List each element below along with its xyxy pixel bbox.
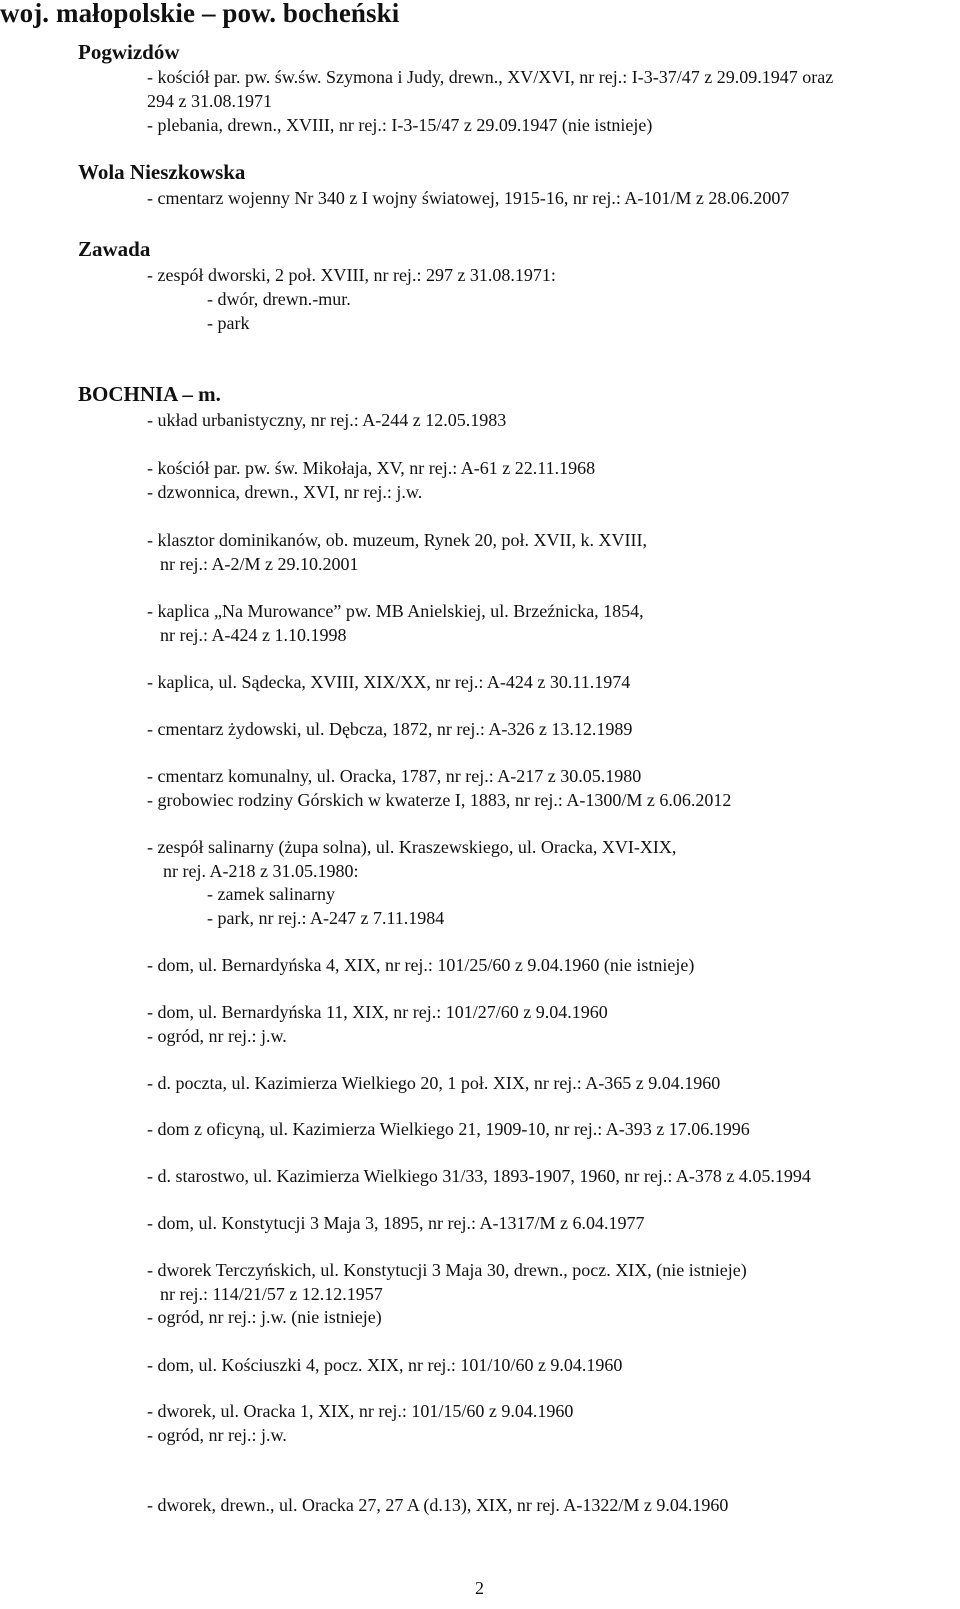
entry-continuation: nr rej. A-218 z 31.05.1980: xyxy=(163,861,359,881)
entry-line: - klasztor dominikanów, ob. muzeum, Rynek 20, poł. XVII, k. XVIII, xyxy=(147,530,648,550)
entry-line: - ogród, nr rej.: j.w. (nie istnieje) xyxy=(147,1307,382,1327)
entry-subline: - park xyxy=(207,313,250,333)
entry-continuation: nr rej.: A-424 z 1.10.1998 xyxy=(160,625,347,645)
entry-line: - dzwonnica, drewn., XVI, nr rej.: j.w. xyxy=(147,482,423,502)
town-heading-zawada: Zawada xyxy=(78,237,151,261)
entry-line: - cmentarz wojenny Nr 340 z I wojny światowej, 1915-16, nr rej.: A-101/M z 28.06.2007 xyxy=(147,188,790,208)
entry-line: - d. poczta, ul. Kazimierza Wielkiego 20, 1 poł. XIX, nr rej.: A-365 z 9.04.1960 xyxy=(147,1073,721,1093)
entry-line: - d. starostwo, ul. Kazimierza Wielkiego 31/33, 1893-1907, 1960, nr rej.: A-378 z 4.05.1994 xyxy=(147,1166,811,1186)
entry-line: - kościół par. pw. św. Mikołaja, XV, nr rej.: A-61 z 22.11.1968 xyxy=(147,458,596,478)
entry-line: - kaplica „Na Murowance” pw. MB Anielskiej, ul. Brzeźnicka, 1854, xyxy=(147,601,644,621)
entry-line: - grobowiec rodziny Górskich w kwaterze I, 1883, nr rej.: A-1300/M z 6.06.2012 xyxy=(147,790,732,810)
entry-line: - ogród, nr rej.: j.w. xyxy=(147,1026,287,1046)
entry-line: - kaplica, ul. Sądecka, XVIII, XIX/XX, nr rej.: A-424 z 30.11.1974 xyxy=(147,672,631,692)
city-heading-bochnia: BOCHNIA – m. xyxy=(78,382,221,406)
entry-continuation: nr rej.: A-2/M z 29.10.2001 xyxy=(160,554,359,574)
town-heading-pogwizdow: Pogwizdów xyxy=(78,40,180,64)
entry-line: - dworek Terczyńskich, ul. Konstytucji 3 Maja 30, drewn., pocz. XIX, (nie istnieje) xyxy=(147,1260,747,1280)
entry-line: - dom, ul. Kościuszki 4, pocz. XIX, nr rej.: 101/10/60 z 9.04.1960 xyxy=(147,1355,623,1375)
entry-subline: - dwór, drewn.-mur. xyxy=(207,289,351,309)
entry-line: - dom, ul. Bernardyńska 4, XIX, nr rej.: 101/25/60 z 9.04.1960 (nie istnieje) xyxy=(147,955,695,975)
entry-line: - dom z oficyną, ul. Kazimierza Wielkiego 21, 1909-10, nr rej.: A-393 z 17.06.1996 xyxy=(147,1119,750,1139)
entry-line: - dom, ul. Konstytucji 3 Maja 3, 1895, nr rej.: A-1317/M z 6.04.1977 xyxy=(147,1213,645,1233)
entry-continuation: nr rej.: 114/21/57 z 12.12.1957 xyxy=(160,1284,383,1304)
entry-line: - plebania, drewn., XVIII, nr rej.: I-3-15/47 z 29.09.1947 (nie istnieje) xyxy=(147,115,653,135)
entry-line: - dworek, drewn., ul. Oracka 27, 27 A (d.13), XIX, nr rej. A-1322/M z 9.04.1960 xyxy=(147,1495,729,1515)
entry-subline: - zamek salinarny xyxy=(207,884,335,904)
entry-line: - układ urbanistyczny, nr rej.: A-244 z 12.05.1983 xyxy=(147,410,507,430)
entry-line: - zespół dworski, 2 poł. XVIII, nr rej.: 297 z 31.08.1971: xyxy=(147,265,556,285)
town-heading-wola-nieszkowska: Wola Nieszkowska xyxy=(78,160,246,184)
entry-line: - dworek, ul. Oracka 1, XIX, nr rej.: 101/15/60 z 9.04.1960 xyxy=(147,1401,574,1421)
entry-line: - cmentarz żydowski, ul. Dębcza, 1872, nr rej.: A-326 z 13.12.1989 xyxy=(147,719,633,739)
entry-line: - zespół salinarny (żupa solna), ul. Kraszewskiego, ul. Oracka, XVI-XIX, xyxy=(147,837,677,857)
entry-subline: - park, nr rej.: A-247 z 7.11.1984 xyxy=(207,908,445,928)
entry-line: 294 z 31.08.1971 xyxy=(147,91,272,111)
page-number: 2 xyxy=(475,1578,484,1598)
entry-line: - dom, ul. Bernardyńska 11, XIX, nr rej.: 101/27/60 z 9.04.1960 xyxy=(147,1002,608,1022)
entry-line: - kościół par. pw. św.św. Szymona i Judy, drewn., XV/XVI, nr rej.: I-3-37/47 z 29.09.1947 oraz xyxy=(147,67,834,87)
entry-line: - ogród, nr rej.: j.w. xyxy=(147,1425,287,1445)
page-title: woj. małopolskie – pow. bocheński xyxy=(0,0,400,28)
entry-line: - cmentarz komunalny, ul. Oracka, 1787, nr rej.: A-217 z 30.05.1980 xyxy=(147,766,642,786)
